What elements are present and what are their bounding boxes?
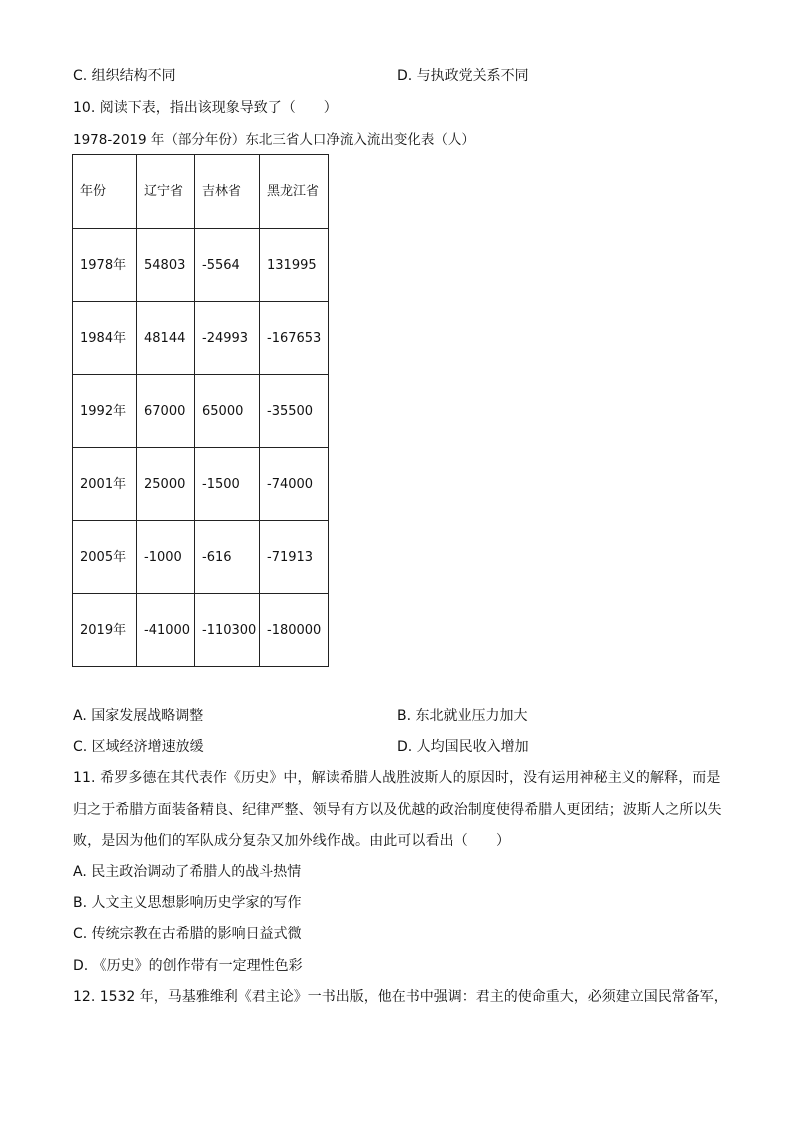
table-row bbox=[73, 229, 329, 302]
year-cell: 1984年 bbox=[73, 302, 137, 375]
q11-option-d: D. 《历史》的创作带有一定理性色彩 bbox=[73, 958, 303, 974]
value-cell: -110300 bbox=[195, 594, 260, 667]
header-cell-jilin: 吉林省 bbox=[195, 155, 260, 229]
q10-option-d: D. 人均国民收入增加 bbox=[397, 739, 529, 755]
value-cell: -24993 bbox=[195, 302, 260, 375]
q9-options-row bbox=[73, 66, 733, 86]
value-cell: 65000 bbox=[195, 375, 260, 448]
header-cell-year: 年份 bbox=[73, 155, 137, 229]
value-cell: -180000 bbox=[260, 594, 329, 667]
year-cell: 2019年 bbox=[73, 594, 137, 667]
q9-option-c: C. 组织结构不同 bbox=[73, 68, 176, 84]
q10-options-row-2 bbox=[73, 737, 733, 757]
value-cell: -616 bbox=[195, 521, 260, 594]
q10-table-title: 1978-2019 年（部分年份）东北三省人口净流入流出变化表（人） bbox=[73, 132, 475, 148]
q10-option-c: C. 区域经济增速放缓 bbox=[73, 739, 204, 755]
value-cell: 54803 bbox=[137, 229, 195, 302]
q9-option-d: D. 与执政党关系不同 bbox=[397, 68, 529, 84]
q11-option-c: C. 传统宗教在古希腊的影响日益式微 bbox=[73, 926, 302, 942]
value-cell: 131995 bbox=[260, 229, 329, 302]
q11-option-b: B. 人文主义思想影响历史学家的写作 bbox=[73, 895, 302, 911]
value-cell: 48144 bbox=[137, 302, 195, 375]
value-cell: -41000 bbox=[137, 594, 195, 667]
value-cell: -71913 bbox=[260, 521, 329, 594]
q10-option-a: A. 国家发展战略调整 bbox=[73, 708, 204, 724]
q10-option-b: B. 东北就业压力加大 bbox=[397, 708, 528, 724]
table-row bbox=[73, 594, 329, 667]
q10-options-row-1 bbox=[73, 706, 733, 726]
q11-option-a: A. 民主政治调动了希腊人的战斗热情 bbox=[73, 864, 302, 880]
value-cell: 67000 bbox=[137, 375, 195, 448]
header-cell-heilongjiang: 黑龙江省 bbox=[260, 155, 329, 229]
year-cell: 2001年 bbox=[73, 448, 137, 521]
value-cell: 25000 bbox=[137, 448, 195, 521]
year-cell: 1978年 bbox=[73, 229, 137, 302]
table-row bbox=[73, 448, 329, 521]
year-cell: 1992年 bbox=[73, 375, 137, 448]
value-cell: -167653 bbox=[260, 302, 329, 375]
q11-stem: 11. 希罗多德在其代表作《历史》中，解读希腊人战胜波斯人的原因时，没有运用神秘主义的解释，而是归之于希腊方面装备精良、纪律严整、领导有方以及优越的政治制度使得希腊人更团结；波斯人之所以失败，是因为他们的军队成分复杂又加外线作战。由此可以看出（ ） bbox=[73, 770, 722, 849]
table-row bbox=[73, 375, 329, 448]
header-cell-liaoning: 辽宁省 bbox=[137, 155, 195, 229]
q10-stem: 10. 阅读下表，指出该现象导致了（ ） bbox=[73, 100, 338, 116]
value-cell: -35500 bbox=[260, 375, 329, 448]
table-row bbox=[73, 521, 329, 594]
year-cell: 2005年 bbox=[73, 521, 137, 594]
value-cell: -5564 bbox=[195, 229, 260, 302]
table-row bbox=[73, 302, 329, 375]
population-flow-table bbox=[72, 154, 329, 667]
table-header-row bbox=[73, 155, 329, 229]
value-cell: -74000 bbox=[260, 448, 329, 521]
q12-stem: 12. 1532 年，马基雅维利《君主论》一书出版，他在书中强调：君主的使命重大，必须建立国民常备军， bbox=[73, 989, 728, 1005]
value-cell: -1500 bbox=[195, 448, 260, 521]
value-cell: -1000 bbox=[137, 521, 195, 594]
